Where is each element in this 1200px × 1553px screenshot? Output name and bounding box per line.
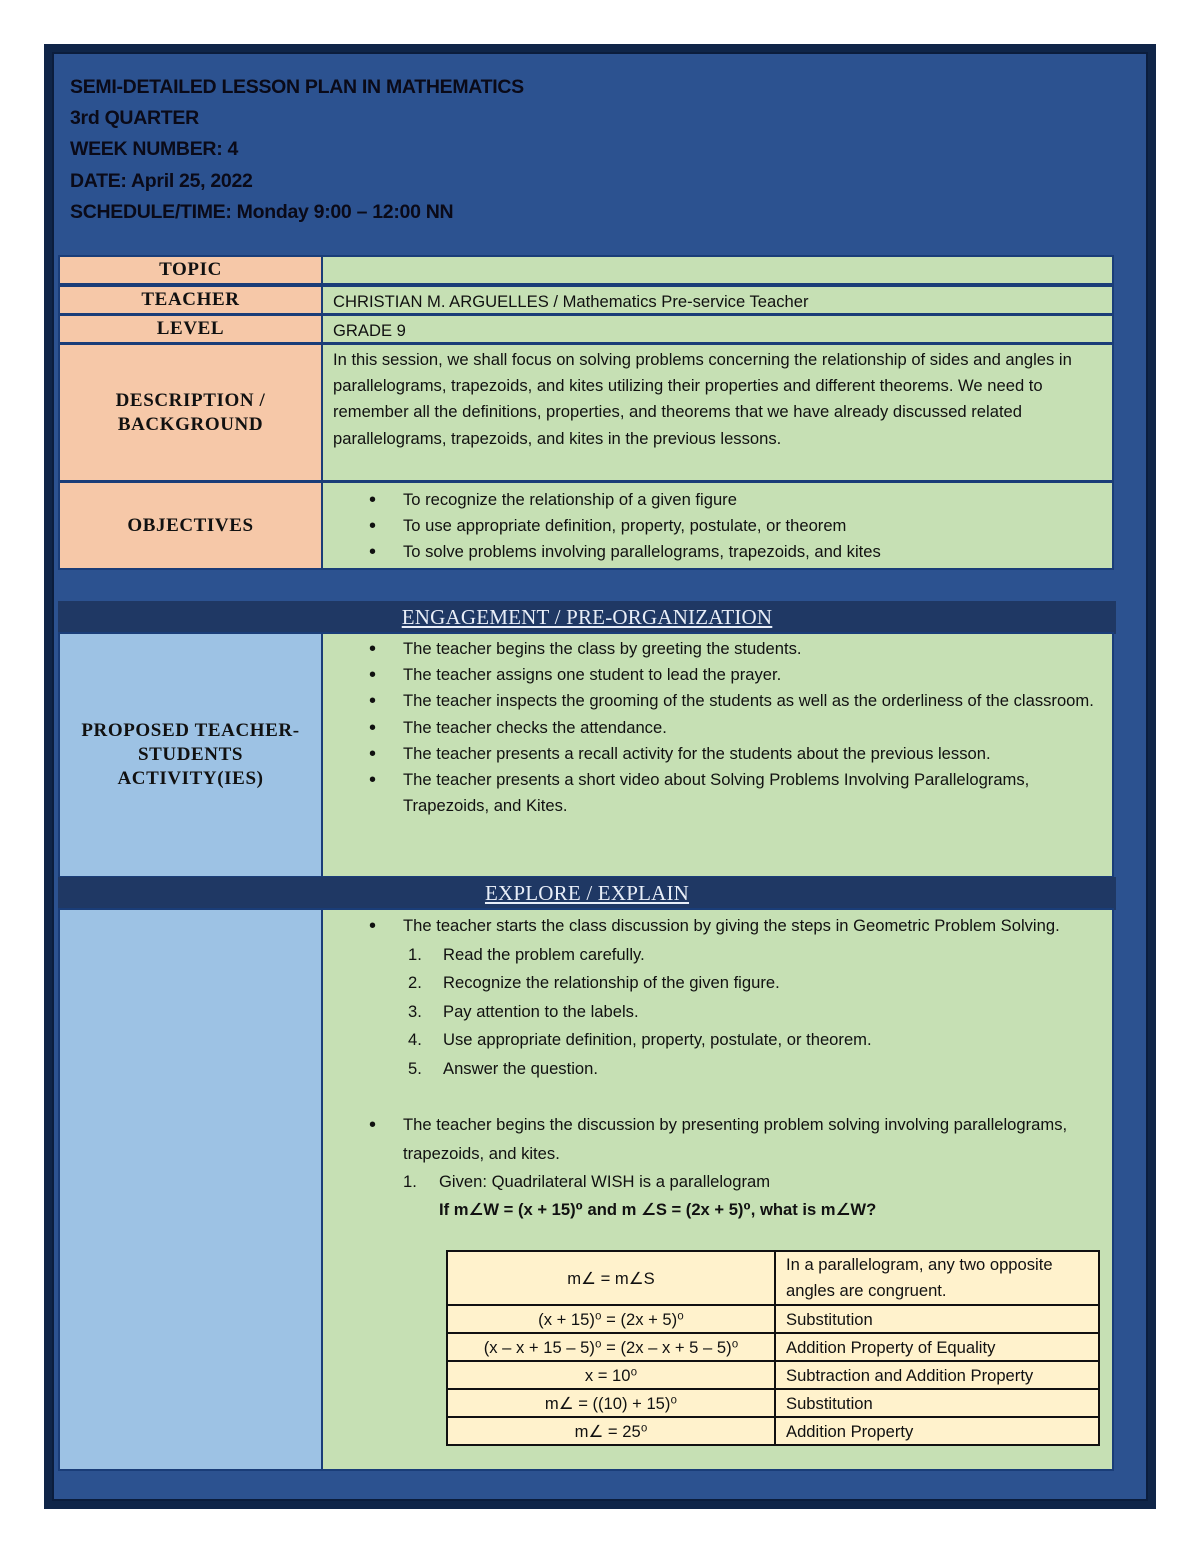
step-text: Pay attention to the labels. <box>443 1001 639 1021</box>
problem-given-text: Given: Quadrilateral WISH is a parallelogram <box>439 1172 771 1191</box>
list-item: • To solve problems involving parallelograms, trapezoids, and kites <box>333 539 1102 565</box>
statement-cell: x = 10⁰ <box>447 1361 775 1389</box>
list-item <box>333 941 1102 970</box>
discussion-list <box>333 1111 1102 1168</box>
teacher-value: CHRISTIAN M. ARGUELLES / Mathematics Pre-service Teacher <box>321 285 1114 315</box>
level-value: GRADE 9 <box>321 314 1114 344</box>
list-item: • The teacher presents a recall activity for the students about the previous lesson. <box>333 741 1102 767</box>
table-row <box>447 1389 1099 1417</box>
objectives-value <box>321 481 1114 570</box>
sample-problem <box>333 1168 1102 1224</box>
statement-cell: m∠ = ((10) + 15)⁰ <box>447 1389 775 1417</box>
reason-cell: In a parallelogram, any two opposite angles are congruent. <box>775 1251 1099 1305</box>
list-item: • The teacher starts the class discussion by giving the steps in Geometric Problem Solving. <box>333 912 1102 941</box>
topic-value <box>321 255 1114 285</box>
statement-cell: (x – x + 15 – 5)⁰ = (2x – x + 5 – 5)⁰ <box>447 1333 775 1361</box>
step-text: Use appropriate definition, property, postulate, or theorem. <box>443 1030 872 1049</box>
teacher-label: TEACHER <box>58 285 323 315</box>
list-item: • The teacher presents a short video about Solving Problems Involving Parallelograms, Trapezoids, and Kites. <box>333 767 1102 819</box>
problem-solving-steps <box>333 941 1102 1084</box>
step-number: 3. <box>408 1001 422 1021</box>
problem-question: If m∠W = (x + 15)⁰ and m ∠S = (2x + 5)⁰, what is m∠W? <box>439 1200 877 1219</box>
list-item: • To recognize the relationship of a given figure <box>333 487 1102 513</box>
level-label: LEVEL <box>58 314 323 344</box>
objectives-list <box>333 487 1102 566</box>
topic-label: TOPIC <box>58 255 323 285</box>
reason-cell: Substitution <box>775 1305 1099 1333</box>
engagement-heading: ENGAGEMENT / PRE-ORGANIZATION <box>401 605 773 629</box>
list-item <box>333 969 1102 998</box>
statement-cell: m∠ = m∠S <box>447 1251 775 1305</box>
step-text: Read the problem carefully. <box>443 944 645 964</box>
reason-cell: Addition Property of Equality <box>775 1333 1099 1361</box>
step-number: 2. <box>408 973 422 992</box>
step-number: 1. <box>408 944 422 964</box>
problem-given <box>403 1168 1102 1196</box>
list-item: • The teacher checks the attendance. <box>333 715 1102 741</box>
explore-heading: EXPLORE / EXPLAIN <box>484 881 690 905</box>
table-row <box>447 1251 1099 1305</box>
problem-number: 1. <box>403 1172 417 1191</box>
document-header <box>70 72 524 228</box>
step-number: 4. <box>408 1030 422 1049</box>
explore-label-cell <box>58 908 323 1471</box>
step-text: Answer the question. <box>443 1058 598 1078</box>
step-number: 5. <box>408 1058 422 1078</box>
table-row <box>447 1361 1099 1389</box>
reason-cell: Addition Property <box>775 1417 1099 1445</box>
lesson-date: DATE: April 25, 2022 <box>70 169 253 192</box>
list-item <box>333 998 1102 1027</box>
list-item: • The teacher inspects the grooming of the students as well as the orderliness of the classroom. <box>333 688 1102 714</box>
list-item: • The teacher begins the class by greeting the students. <box>333 636 1102 662</box>
reason-cell: Substitution <box>775 1389 1099 1417</box>
table-row <box>447 1417 1099 1445</box>
table-row <box>447 1305 1099 1333</box>
explore-heading-bar <box>58 877 1116 910</box>
list-item: • The teacher begins the discussion by presenting problem solving involving parallelograms, trapezoids, and kites. <box>333 1111 1102 1168</box>
plan-title: SEMI-DETAILED LESSON PLAN IN MATHEMATICS <box>70 76 524 98</box>
list-item: • The teacher assigns one student to lead the prayer. <box>333 662 1102 688</box>
engagement-list <box>333 636 1102 819</box>
description-label: DESCRIPTION / BACKGROUND <box>58 343 323 482</box>
activities-label: PROPOSED TEACHER-STUDENTS ACTIVITY(IES) <box>58 632 323 878</box>
statement-cell: m∠ = 25⁰ <box>447 1417 775 1445</box>
table-row <box>447 1333 1099 1361</box>
schedule-time: SCHEDULE/TIME: Monday 9:00 – 12:00 NN <box>70 200 454 223</box>
reason-cell: Subtraction and Addition Property <box>775 1361 1099 1389</box>
statement-cell: (x + 15)⁰ = (2x + 5)⁰ <box>447 1305 775 1333</box>
list-item <box>333 1026 1102 1055</box>
quarter: 3rd QUARTER <box>70 107 199 130</box>
list-item <box>333 1055 1102 1084</box>
step-text: Recognize the relationship of the given figure. <box>443 973 780 992</box>
proof-table <box>446 1250 1100 1446</box>
list-item: • To use appropriate definition, property, postulate, or theorem <box>333 513 1102 539</box>
engagement-heading-bar <box>58 601 1116 634</box>
explore-intro-list <box>333 912 1102 941</box>
description-value: In this session, we shall focus on solving problems concerning the relationship of sides and angles in parallelograms, trapezoids, and kites utilizing their properties and different theorems. We need to remember all the definitions, properties, and theorems that we have already discussed related parallelograms, trapezoids, and kites in the previous lessons. <box>321 343 1114 482</box>
week-number: WEEK NUMBER: 4 <box>70 138 239 161</box>
engagement-activities <box>321 632 1114 878</box>
objectives-label: OBJECTIVES <box>58 481 323 570</box>
